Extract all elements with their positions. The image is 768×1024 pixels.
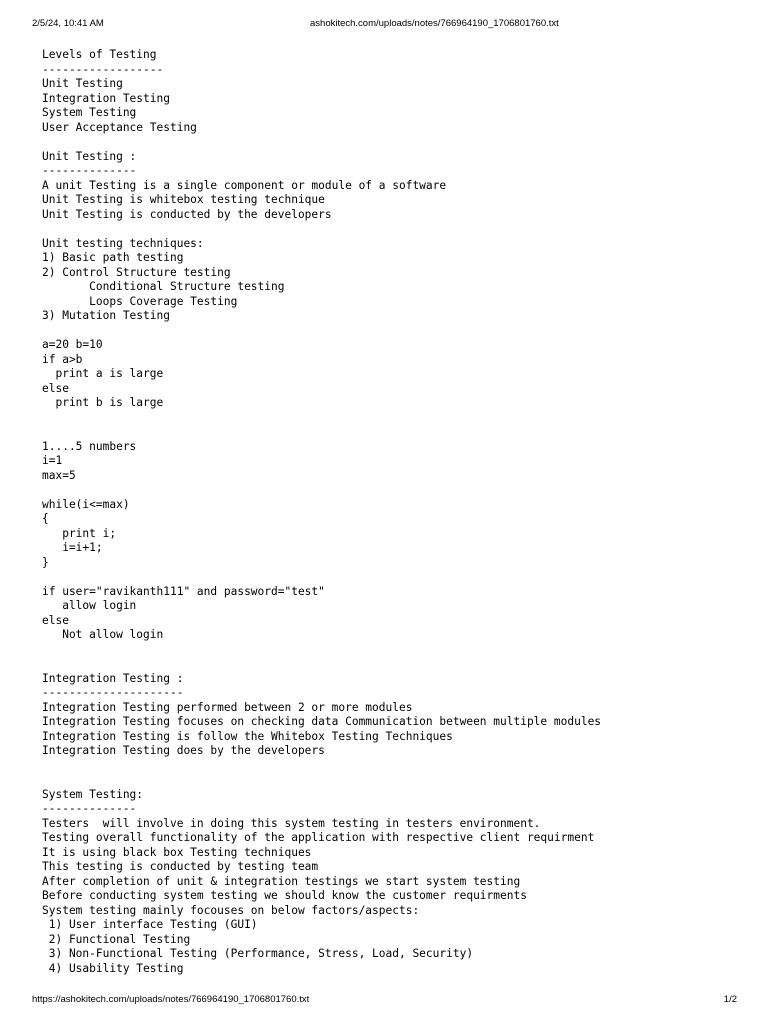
text-line: 2) Control Structure testing — [42, 265, 231, 279]
text-line: } — [42, 555, 49, 569]
text-line: Not allow login — [42, 628, 164, 641]
text-line: 4) Usability Testing — [42, 961, 184, 975]
text-line: Integration Testing focuses on checking data Communication between multiple modules — [42, 715, 602, 728]
text-line: allow login — [42, 599, 137, 612]
text-line — [42, 483, 742, 498]
print-header — [0, 18, 768, 32]
text-line: Testing overall functionality of the application with respective client requirment — [42, 831, 595, 844]
text-line: i=i+1; — [42, 541, 103, 554]
text-line: 1....5 numbers — [42, 439, 137, 453]
text-line — [42, 135, 742, 150]
text-line: Integration Testing — [42, 91, 170, 105]
text-line: { — [42, 512, 49, 525]
text-line: Levels of Testing — [42, 48, 157, 61]
text-line: Conditional Structure testing — [42, 280, 285, 293]
text-line: Before conducting system testing we should know the customer requirments — [42, 889, 527, 902]
text-line: System Testing: — [42, 787, 144, 801]
text-line: Integration Testing does by the developers — [42, 744, 325, 757]
text-line: max=5 — [42, 468, 76, 482]
text-line — [42, 657, 742, 672]
text-line — [42, 570, 742, 585]
text-line: else — [42, 613, 69, 627]
text-line: A unit Testing is a single component or module of a software — [42, 178, 447, 192]
text-line — [42, 222, 742, 237]
text-line: Unit Testing is whitebox testing technique — [42, 193, 325, 206]
page-number: 1/2 — [723, 994, 737, 1005]
text-line: print b is large — [42, 396, 164, 409]
text-line — [42, 759, 742, 774]
text-line — [42, 411, 742, 426]
text-line: Testers will involve in doing this system testing in testers environment. — [42, 816, 541, 830]
text-line: Loops Coverage Testing — [42, 294, 238, 308]
print-url: https://ashokitech.com/uploads/notes/766964190_1706801760.txt — [32, 994, 310, 1005]
text-line: 3) Mutation Testing — [42, 309, 170, 322]
text-line: print i; — [42, 526, 117, 540]
text-line: It is using black box Testing techniques — [42, 845, 312, 859]
text-line: System testing mainly focouses on below factors/aspects: — [42, 903, 420, 917]
text-line: -------------- — [42, 802, 137, 815]
text-line: User Acceptance Testing — [42, 120, 197, 134]
text-line: After completion of unit & integration testings we start system testing — [42, 874, 521, 888]
text-line: while(i<=max) — [42, 497, 130, 511]
text-line: a=20 b=10 — [42, 338, 103, 351]
text-line: if user="ravikanth111" and password="test" — [42, 584, 325, 598]
text-line: 3) Non-Functional Testing (Performance, Stress, Load, Security) — [42, 947, 474, 960]
text-line: This testing is conducted by testing team — [42, 860, 319, 873]
text-line: -------------- — [42, 164, 137, 177]
text-line: 1) Basic path testing — [42, 251, 184, 264]
text-line: i=1 — [42, 454, 63, 467]
text-line: --------------------- — [42, 686, 184, 699]
text-line: System Testing — [42, 106, 137, 119]
print-datetime: 2/5/24, 10:41 AM — [32, 18, 104, 29]
text-line: 2) Functional Testing — [42, 932, 191, 946]
text-line: Unit Testing : — [42, 149, 137, 163]
text-line: print a is large — [42, 367, 164, 380]
print-page-title: ashokitech.com/uploads/notes/766964190_1706801760.txt — [310, 18, 559, 29]
text-line: ------------------ — [42, 62, 164, 76]
text-line — [42, 425, 742, 440]
text-line: Integration Testing performed between 2 or more modules — [42, 700, 413, 714]
text-line: Integration Testing : — [42, 671, 184, 685]
text-line: else — [42, 381, 69, 395]
text-line — [42, 324, 742, 339]
document-text — [42, 48, 742, 976]
text-line: Unit testing techniques: — [42, 236, 204, 250]
text-line: if a>b — [42, 352, 83, 366]
text-line: Unit Testing — [42, 77, 123, 90]
print-footer — [0, 994, 768, 1008]
text-line — [42, 643, 742, 658]
text-line: Unit Testing is conducted by the developers — [42, 207, 332, 221]
text-line: Integration Testing is follow the Whitebox Testing Techniques — [42, 729, 453, 743]
text-line: 1) User interface Testing (GUI) — [42, 918, 258, 931]
text-line — [42, 773, 742, 788]
